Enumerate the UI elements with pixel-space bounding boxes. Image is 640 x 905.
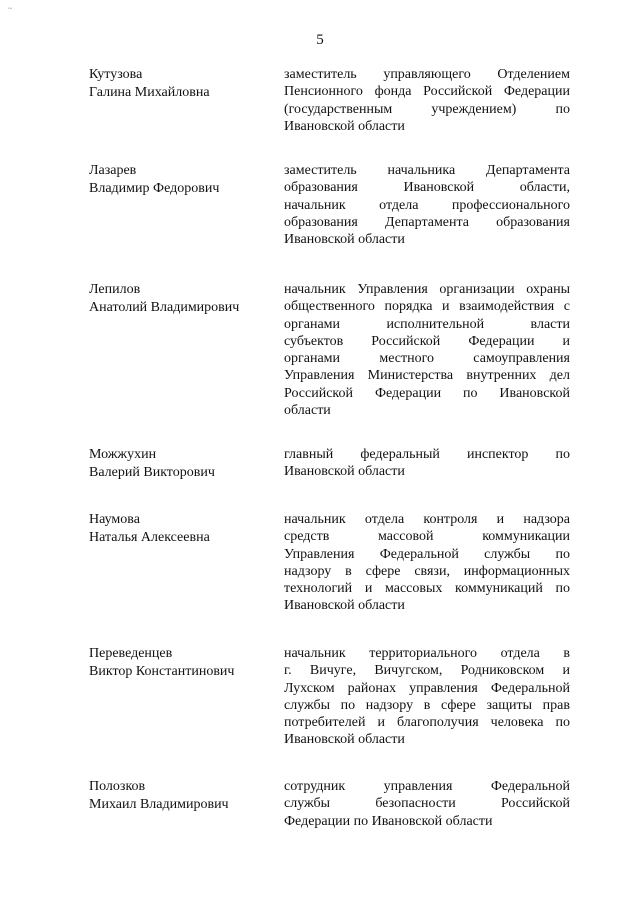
position-line: сотрудник управления Федеральной <box>284 779 570 794</box>
member-position <box>284 778 570 830</box>
member-given-names: Михаил Владимирович <box>89 797 229 812</box>
position-line: Ивановской области <box>284 464 405 480</box>
position-line: Российской Федерации по Ивановской <box>284 385 570 401</box>
member-position <box>284 162 570 248</box>
member-name <box>89 778 269 814</box>
member-name <box>89 511 269 547</box>
member-surname: Лепилов <box>89 282 141 297</box>
member-name <box>89 66 269 102</box>
scan-mark: ~ <box>8 4 13 13</box>
position-line: средств массовой коммуникации <box>284 529 570 545</box>
position-line: образования Ивановской области, <box>284 180 570 196</box>
position-line: Лухском районах управления Федеральной <box>284 680 570 696</box>
position-line: технологий и массовых коммуникаций по <box>284 581 570 597</box>
member-given-names: Галина Михайловна <box>89 85 210 100</box>
member-surname: Переведенцев <box>89 646 173 661</box>
member-surname: Наумова <box>89 512 140 527</box>
position-line: службы безопасности Российской <box>284 796 570 812</box>
position-line: службы по надзору в сфере защиты прав <box>284 697 570 713</box>
position-line: органами исполнительной власти <box>284 316 570 332</box>
position-line: начальник отдела профессионального <box>284 197 570 213</box>
member-surname: Можжухин <box>89 447 157 462</box>
member-surname: Лазарев <box>89 163 137 178</box>
position-line: образования Департамента образования <box>284 214 570 230</box>
position-line: г. Вичуге, Вичугском, Родниковском и <box>284 663 570 679</box>
position-line: главный федеральный инспектор по <box>284 447 570 462</box>
position-line: субъектов Российской Федерации и <box>284 333 570 349</box>
position-line: Ивановской области <box>284 598 405 614</box>
member-name <box>89 281 269 317</box>
position-line: Ивановской области <box>284 232 405 248</box>
position-line: начальник территориального отдела в <box>284 646 570 661</box>
member-position <box>284 511 570 615</box>
member-given-names: Наталья Алексеевна <box>89 530 210 545</box>
position-line: заместитель начальника Департамента <box>284 163 570 178</box>
member-name <box>89 645 269 681</box>
position-line: Ивановской области <box>284 118 405 134</box>
position-line: (государственным учреждением) по <box>284 101 570 117</box>
position-line: Федерации по Ивановской области <box>284 813 493 829</box>
position-line: области <box>284 403 331 419</box>
member-position <box>284 446 570 481</box>
position-line: Ивановской области <box>284 732 405 748</box>
position-line: органами местного самоуправления <box>284 351 570 367</box>
member-position <box>284 66 570 135</box>
member-name <box>89 446 269 482</box>
position-line: Управления Министерства внутренних дел <box>284 368 570 384</box>
member-surname: Полозков <box>89 779 146 794</box>
position-line: заместитель управляющего Отделением <box>284 67 570 82</box>
member-given-names: Анатолий Владимирович <box>89 300 240 315</box>
position-line: Управления Федеральной службы по <box>284 546 570 562</box>
page-number: 5 <box>316 32 324 48</box>
member-given-names: Виктор Константинович <box>89 664 235 679</box>
member-position <box>284 281 570 419</box>
member-given-names: Валерий Викторович <box>89 465 215 480</box>
member-position <box>284 645 570 749</box>
position-line: начальник Управления организации охраны <box>284 282 570 297</box>
position-line: общественного порядка и взаимодействия с <box>284 299 570 315</box>
member-name <box>89 162 269 198</box>
position-line: Пенсионного фонда Российской Федерации <box>284 84 570 100</box>
position-line: надзору в сфере связи, информационных <box>284 563 570 579</box>
member-given-names: Владимир Федорович <box>89 181 220 196</box>
position-line: потребителей и благополучия человека по <box>284 715 570 731</box>
position-line: начальник отдела контроля и надзора <box>284 512 570 527</box>
member-surname: Кутузова <box>89 67 143 82</box>
